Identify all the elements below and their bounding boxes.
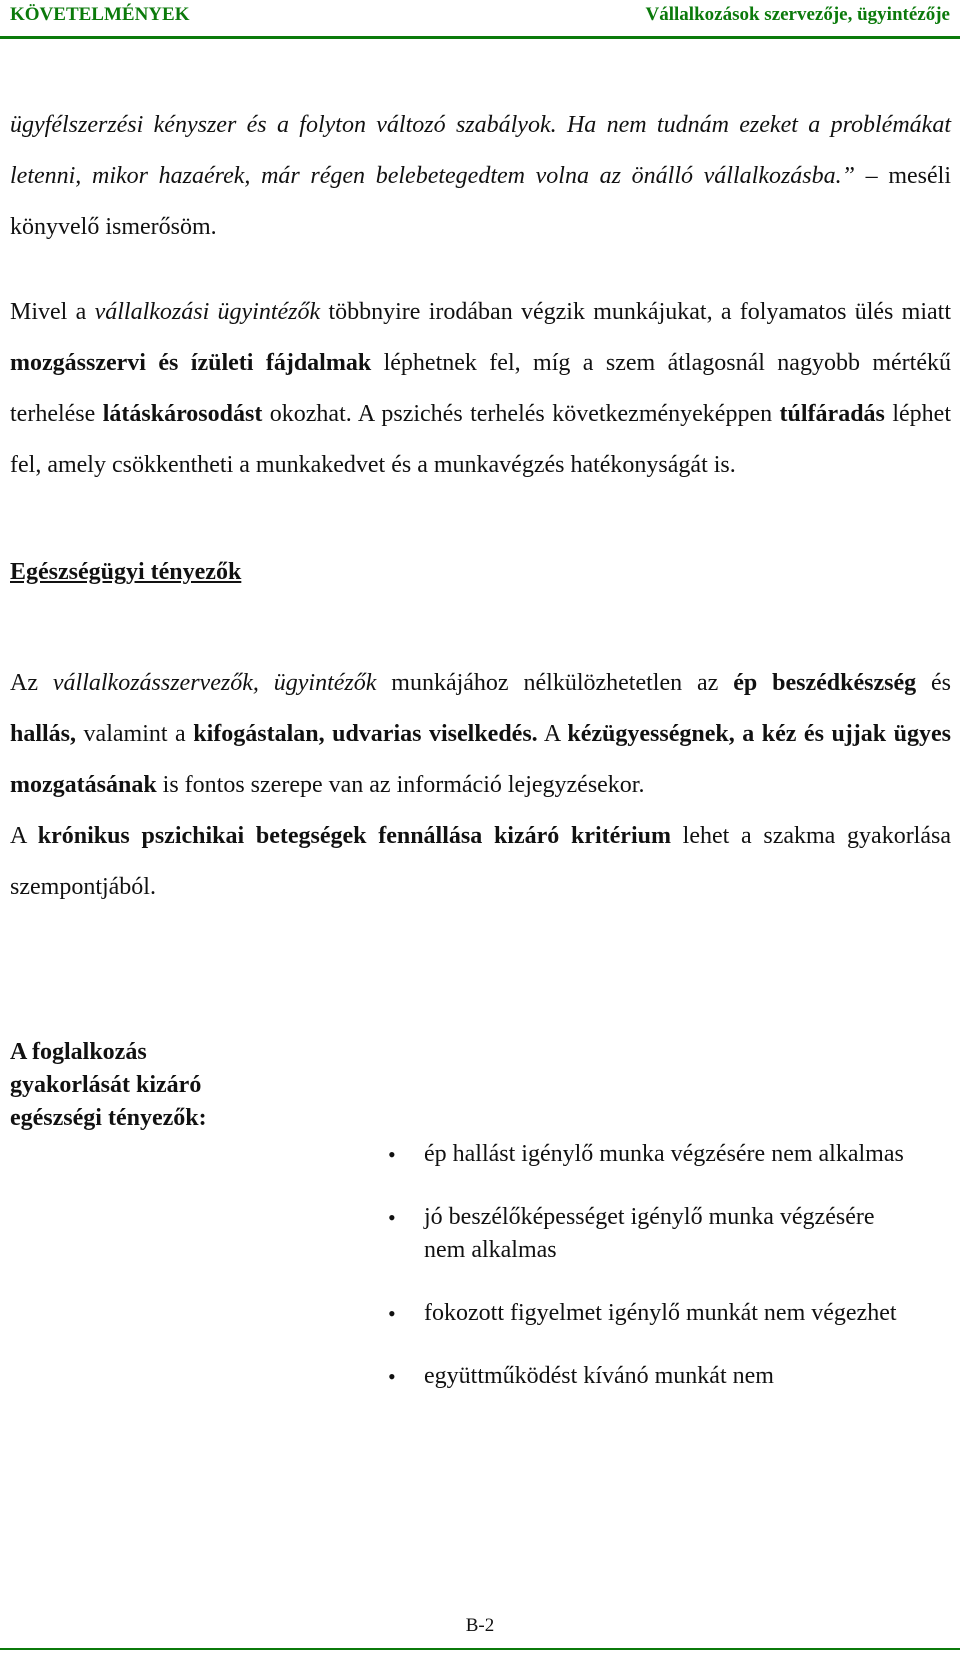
list-item xyxy=(386,1138,906,1171)
list-item xyxy=(386,1297,906,1330)
exclusion-list xyxy=(386,1138,906,1423)
bullet-icon: • xyxy=(388,1142,396,1167)
text-run: valamint a xyxy=(76,721,194,747)
text-run: is fontos szerepe van az információ lejegyzésekor. xyxy=(156,772,645,798)
text-run: Mivel a xyxy=(10,299,95,325)
bold-run: ép beszédkészség xyxy=(733,670,917,696)
bold-run: túlfáradás xyxy=(779,401,885,427)
footer-rule xyxy=(0,1648,960,1650)
list-item-text: ép hallást igénylő munka végzésére nem alkalmas xyxy=(424,1141,904,1167)
list-item xyxy=(386,1201,906,1267)
list-item-text: fokozott figyelmet igénylő munkát nem végezhet xyxy=(424,1300,897,1326)
header-left-title: KÖVETELMÉNYEK xyxy=(10,4,190,25)
italic-run: vállalkozásszervezők, ügyintézők xyxy=(52,670,377,696)
bullet-icon: • xyxy=(388,1301,396,1326)
bold-run: krónikus pszichikai betegségek fennállása kizáró kritérium xyxy=(37,823,671,849)
page-header xyxy=(0,0,960,39)
italic-run: vállalkozási ügyintézők xyxy=(94,299,321,325)
section-title: Egészségügyi tényezők xyxy=(10,559,242,585)
text-run: léphetnek fel, míg a szem átlagosnál nagyobb mértékű terhelése xyxy=(10,350,951,427)
page-number: B-2 xyxy=(465,1615,495,1636)
bold-run: látáskárosodást xyxy=(102,401,263,427)
bullet-icon: • xyxy=(388,1364,396,1389)
quote-text: ügyfélszerzési kényszer és a folyton változó szabályok. Ha nem tudnám ezeket a problémákat letenni, mikor hazaérek, már régen belebetegedtem volna az önálló vállalkozásba.” xyxy=(10,112,951,189)
skills-paragraph xyxy=(10,658,951,811)
text-run: Az xyxy=(10,670,53,696)
text-run: munkájához nélkülözhetetlen az xyxy=(376,670,734,696)
list-item-text: jó beszélőképességet igénylő munka végzésére nem alkalmas xyxy=(424,1204,875,1263)
text-run: okozhat. A pszichés terhelés következményeképpen xyxy=(262,401,780,427)
bold-run: hallás, xyxy=(10,721,77,747)
quote-attribution: – meséli könyvelő ismerősöm. xyxy=(10,163,951,240)
quote-paragraph xyxy=(10,100,951,253)
bullet-icon: • xyxy=(388,1205,396,1230)
exclusion-paragraph xyxy=(10,811,951,913)
bold-run: kézügyességnek, a kéz és ujjak ügyes mozgatásának xyxy=(10,721,951,798)
header-right-title: Vállalkozások szervezője, ügyintézője xyxy=(645,4,950,25)
side-heading: A foglalkozás gyakorlását kizáró egészségi tényezők: xyxy=(10,1039,207,1131)
bold-run: kifogástalan, udvarias viselkedés. xyxy=(193,721,538,747)
list-item-text: együttműködést kívánó munkát nem xyxy=(424,1363,774,1389)
text-run: A xyxy=(537,721,568,747)
ergonomics-paragraph xyxy=(10,287,951,491)
text-run: és xyxy=(916,670,952,696)
text-run: A xyxy=(10,823,38,849)
text-run: lehet a szakma gyakorlása szempontjából. xyxy=(10,823,951,900)
text-run: többnyire irodában végzik munkájukat, a folyamatos ülés miatt xyxy=(320,299,952,325)
text-run: léphet fel, amely csökkentheti a munkakedvet és a munkavégzés hatékonyságát is. xyxy=(10,401,951,478)
main-content xyxy=(10,100,951,913)
list-item xyxy=(386,1360,906,1393)
bold-run: mozgásszervi és ízületi fájdalmak xyxy=(10,350,372,376)
